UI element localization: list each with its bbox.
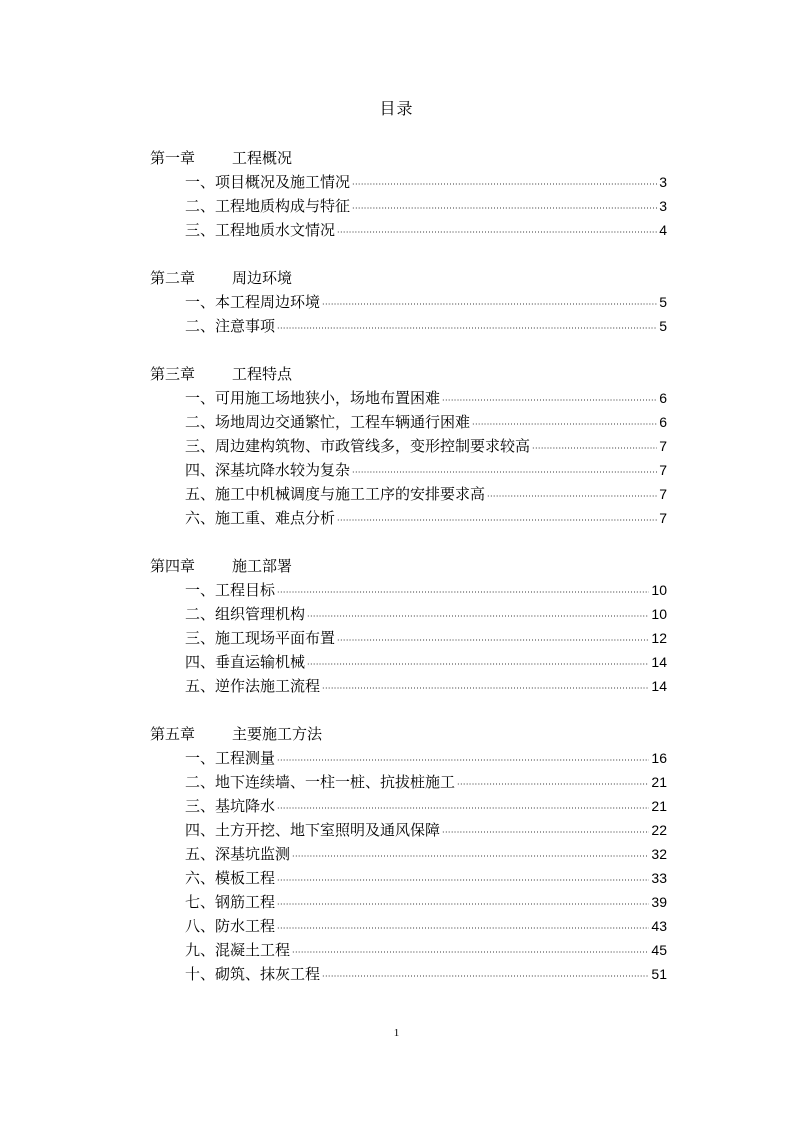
chapter-number: 第三章: [150, 365, 196, 383]
dot-leader: [337, 629, 649, 653]
toc-entry-page: 3: [659, 198, 667, 214]
toc-entry-page: 7: [659, 510, 667, 526]
dot-leader: [532, 437, 657, 461]
toc-entry[interactable]: [150, 482, 667, 506]
toc-entry-label: 七、钢筋工程: [185, 893, 276, 911]
toc-entry[interactable]: [150, 746, 667, 770]
dot-leader: [292, 845, 649, 869]
chapter-number: 第四章: [150, 557, 196, 575]
chapter-title: 工程特点: [232, 365, 293, 383]
toc-entry-label: 三、周边建构筑物、市政管线多，变形控制要求较高: [185, 437, 531, 455]
toc-entry[interactable]: [150, 194, 667, 218]
chapter-heading[interactable]: [150, 362, 667, 386]
toc-entry-page: 32: [651, 846, 667, 862]
toc-entry[interactable]: [150, 290, 667, 314]
toc-entry-page: 4: [659, 222, 667, 238]
toc-entry[interactable]: [150, 866, 667, 890]
toc-entry-page: 16: [651, 750, 667, 766]
chapter-heading[interactable]: [150, 146, 667, 170]
toc-entry-label: 四、深基坑降水较为复杂: [185, 461, 351, 479]
toc-entry-label: 六、施工重、难点分析: [185, 509, 336, 527]
dot-leader: [337, 509, 657, 533]
toc-entry-page: 5: [659, 318, 667, 334]
toc-entry-page: 7: [659, 486, 667, 502]
toc-entry-page: 43: [651, 918, 667, 934]
toc-chapter: [150, 722, 667, 986]
toc-entry-page: 10: [651, 582, 667, 598]
toc-entry-label: 四、土方开挖、地下室照明及通风保障: [185, 821, 441, 839]
toc-entry[interactable]: [150, 938, 667, 962]
toc-entry[interactable]: [150, 842, 667, 866]
chapter-title: 主要施工方法: [232, 725, 323, 743]
toc-chapter: [150, 266, 667, 338]
toc-entry-label: 一、本工程周边环境: [185, 293, 321, 311]
toc-entry[interactable]: [150, 650, 667, 674]
dot-leader: [487, 485, 657, 509]
chapter-title: 施工部署: [232, 557, 293, 575]
toc-entry[interactable]: [150, 794, 667, 818]
toc-chapter: [150, 554, 667, 698]
toc-entry-label: 一、项目概况及施工情况: [185, 173, 351, 191]
toc-entry[interactable]: [150, 314, 667, 338]
dot-leader: [352, 173, 657, 197]
toc-chapter: [150, 362, 667, 530]
toc-entry-label: 二、注意事项: [185, 317, 276, 335]
dot-leader: [277, 581, 649, 605]
toc-entry[interactable]: [150, 818, 667, 842]
chapter-number: 第一章: [150, 149, 196, 167]
toc-entry[interactable]: [150, 674, 667, 698]
chapter-number: 第二章: [150, 269, 196, 287]
toc-entry-page: 10: [651, 606, 667, 622]
dot-leader: [292, 941, 649, 965]
dot-leader: [442, 389, 657, 413]
toc-entry-label: 四、垂直运输机械: [185, 653, 306, 671]
toc-entry-page: 3: [659, 174, 667, 190]
toc-entry-page: 14: [651, 654, 667, 670]
toc-entry-page: 33: [651, 870, 667, 886]
toc-entry-label: 二、组织管理机构: [185, 605, 306, 623]
dot-leader: [322, 293, 657, 317]
toc-entry-page: 21: [651, 798, 667, 814]
toc-entry[interactable]: [150, 890, 667, 914]
toc-entry-label: 三、施工现场平面布置: [185, 629, 336, 647]
toc-entry[interactable]: [150, 626, 667, 650]
toc-entry[interactable]: [150, 962, 667, 986]
toc-entry-page: 14: [651, 678, 667, 694]
toc-entry-label: 一、可用施工场地狭小，场地布置困难: [185, 389, 441, 407]
toc-entry-label: 五、逆作法施工流程: [185, 677, 321, 695]
chapter-heading[interactable]: [150, 722, 667, 746]
toc-entry[interactable]: [150, 602, 667, 626]
toc-entry-label: 二、地下连续墙、一柱一桩、抗拔桩施工: [185, 773, 456, 791]
toc-entry[interactable]: [150, 578, 667, 602]
chapter-number: 第五章: [150, 725, 196, 743]
dot-leader: [352, 197, 657, 221]
toc-chapter: [150, 146, 667, 242]
toc-entry-page: 51: [651, 966, 667, 982]
toc-entry-label: 三、基坑降水: [185, 797, 276, 815]
dot-leader: [307, 653, 649, 677]
toc-entry-page: 39: [651, 894, 667, 910]
dot-leader: [277, 869, 649, 893]
toc-entry-page: 45: [651, 942, 667, 958]
toc-entry[interactable]: [150, 434, 667, 458]
toc-entry[interactable]: [150, 410, 667, 434]
toc-entry-page: 7: [659, 462, 667, 478]
page-number: 1: [393, 1027, 400, 1039]
toc-entry-label: 一、工程目标: [185, 581, 276, 599]
toc-entry[interactable]: [150, 458, 667, 482]
toc-entry-label: 二、场地周边交通繁忙，工程车辆通行困难: [185, 413, 471, 431]
toc-entry-label: 二、工程地质构成与特征: [185, 197, 351, 215]
toc-entry-page: 6: [659, 390, 667, 406]
dot-leader: [277, 317, 657, 341]
dot-leader: [457, 773, 649, 797]
dot-leader: [277, 893, 649, 917]
toc-entry-page: 22: [651, 822, 667, 838]
toc-entry[interactable]: [150, 770, 667, 794]
toc-entry-page: 6: [659, 414, 667, 430]
page-title: 目录: [379, 99, 414, 118]
toc-entry-page: 21: [651, 774, 667, 790]
dot-leader: [322, 965, 649, 989]
dot-leader: [277, 917, 649, 941]
toc-entry-label: 九、混凝土工程: [185, 941, 291, 959]
toc-entry-label: 一、工程测量: [185, 749, 276, 767]
toc-entry[interactable]: [150, 506, 667, 530]
chapter-heading[interactable]: [150, 266, 667, 290]
dot-leader: [322, 677, 649, 701]
toc-entry-label: 六、模板工程: [185, 869, 276, 887]
toc-entry[interactable]: [150, 218, 667, 242]
toc-entry-label: 五、施工中机械调度与施工工序的安排要求高: [185, 485, 486, 503]
dot-leader: [307, 605, 649, 629]
toc-entry-label: 八、防水工程: [185, 917, 276, 935]
table-of-contents: [150, 146, 667, 1010]
dot-leader: [442, 821, 649, 845]
chapter-heading[interactable]: [150, 554, 667, 578]
toc-entry-page: 5: [659, 294, 667, 310]
toc-entry-page: 12: [651, 630, 667, 646]
chapter-title: 工程概况: [232, 149, 293, 167]
toc-entry-label: 十、砌筑、抹灰工程: [185, 965, 321, 983]
toc-entry[interactable]: [150, 170, 667, 194]
toc-entry-page: 7: [659, 438, 667, 454]
toc-entry-label: 三、工程地质水文情况: [185, 221, 336, 239]
toc-entry[interactable]: [150, 914, 667, 938]
dot-leader: [337, 221, 657, 245]
toc-entry[interactable]: [150, 386, 667, 410]
chapter-title: 周边环境: [232, 269, 293, 287]
toc-entry-label: 五、深基坑监测: [185, 845, 291, 863]
